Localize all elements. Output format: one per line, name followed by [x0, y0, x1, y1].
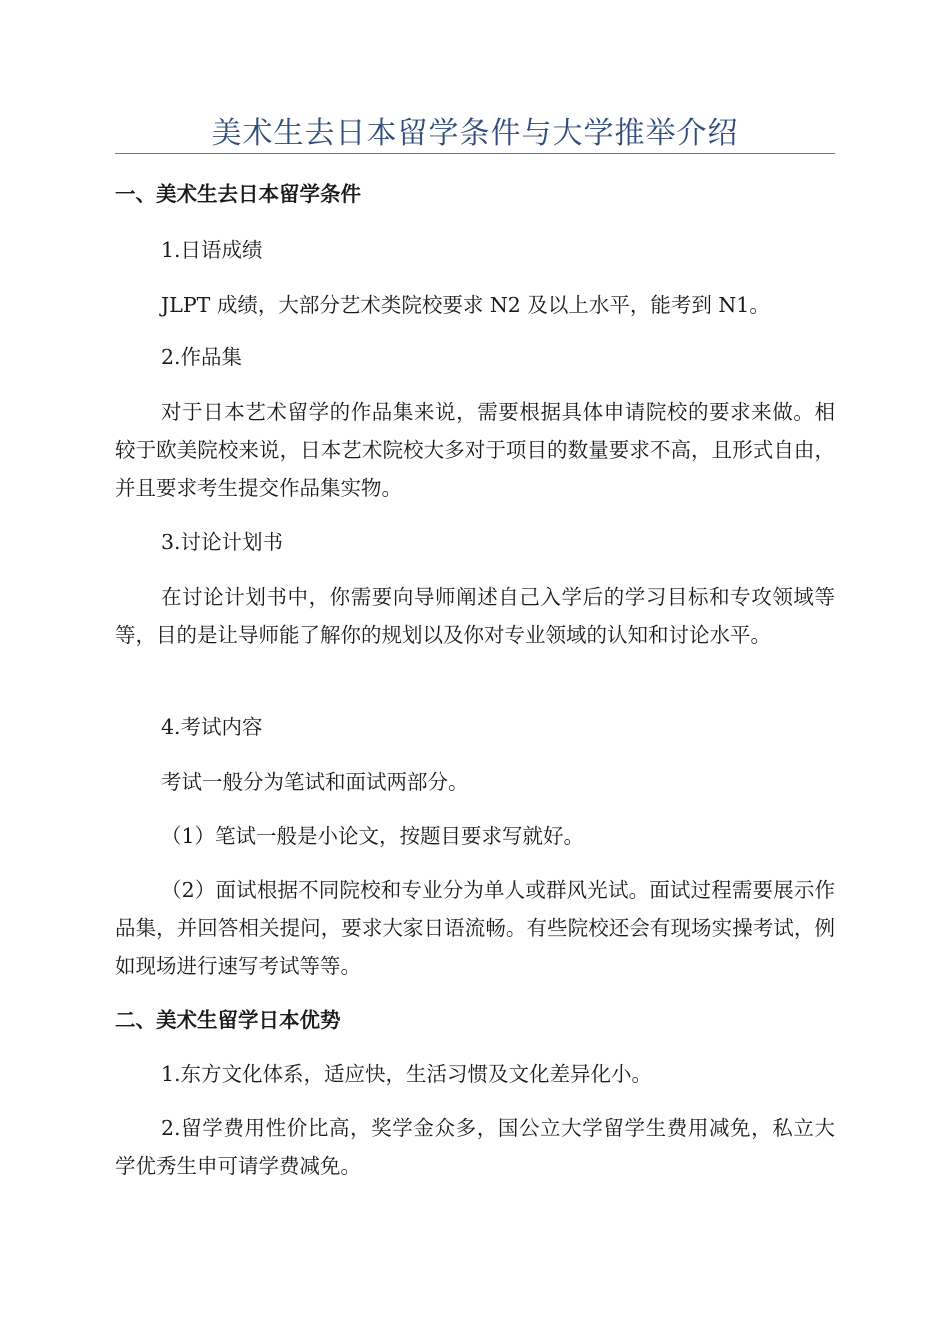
title-underline [115, 153, 835, 154]
advantage-cost: 2.留学费用性价比高，奖学金众多，国公立大学留学生费用减免，私立大学优秀生申可请学费减免。 [115, 1116, 835, 1178]
item-portfolio-title: 2.作品集 [161, 345, 243, 369]
section-heading-conditions: 一、美术生去日本留学条件 [115, 182, 361, 206]
item-research-plan-text: 在讨论计划书中，你需要向导师阐述自己入学后的学习目标和专攻领域等等，目的是让导师能了解你的规划以及你对专业领域的认知和讨论水平。 [115, 585, 835, 647]
section-heading-advantages: 二、美术生留学日本优势 [115, 1008, 341, 1032]
item-japanese-score-title: 1.日语成绩 [161, 238, 263, 262]
item-exam-interview: （2）面试根据不同院校和专业分为单人或群风光试。面试过程需要展示作品集，并回答相关提问，要求大家日语流畅。有些院校还会有现场实操考试，例如现场进行速写考试等等。 [115, 878, 835, 978]
item-exam-title: 4.考试内容 [161, 715, 263, 739]
document-title: 美术生去日本留学条件与大学推举介绍 [211, 116, 739, 151]
item-portfolio-text: 对于日本艺术留学的作品集来说，需要根据具体申请院校的要求来做。相较于欧美院校来说，日本艺术院校大多对于项目的数量要求不高，且形式自由，并且要求考生提交作品集实物。 [115, 400, 835, 500]
item-research-plan-title: 3.讨论计划书 [161, 530, 284, 554]
item-exam-written: （1）笔试一般是小论文，按题目要求写就好。 [161, 824, 585, 848]
item-exam-text: 考试一般分为笔试和面试两部分。 [161, 770, 469, 794]
advantage-culture: 1.东方文化体系，适应快，生活习惯及文化差异化小。 [161, 1062, 653, 1086]
item-japanese-score-text: JLPT 成绩，大部分艺术类院校要求 N2 及以上水平，能考到 N1。 [161, 293, 770, 317]
